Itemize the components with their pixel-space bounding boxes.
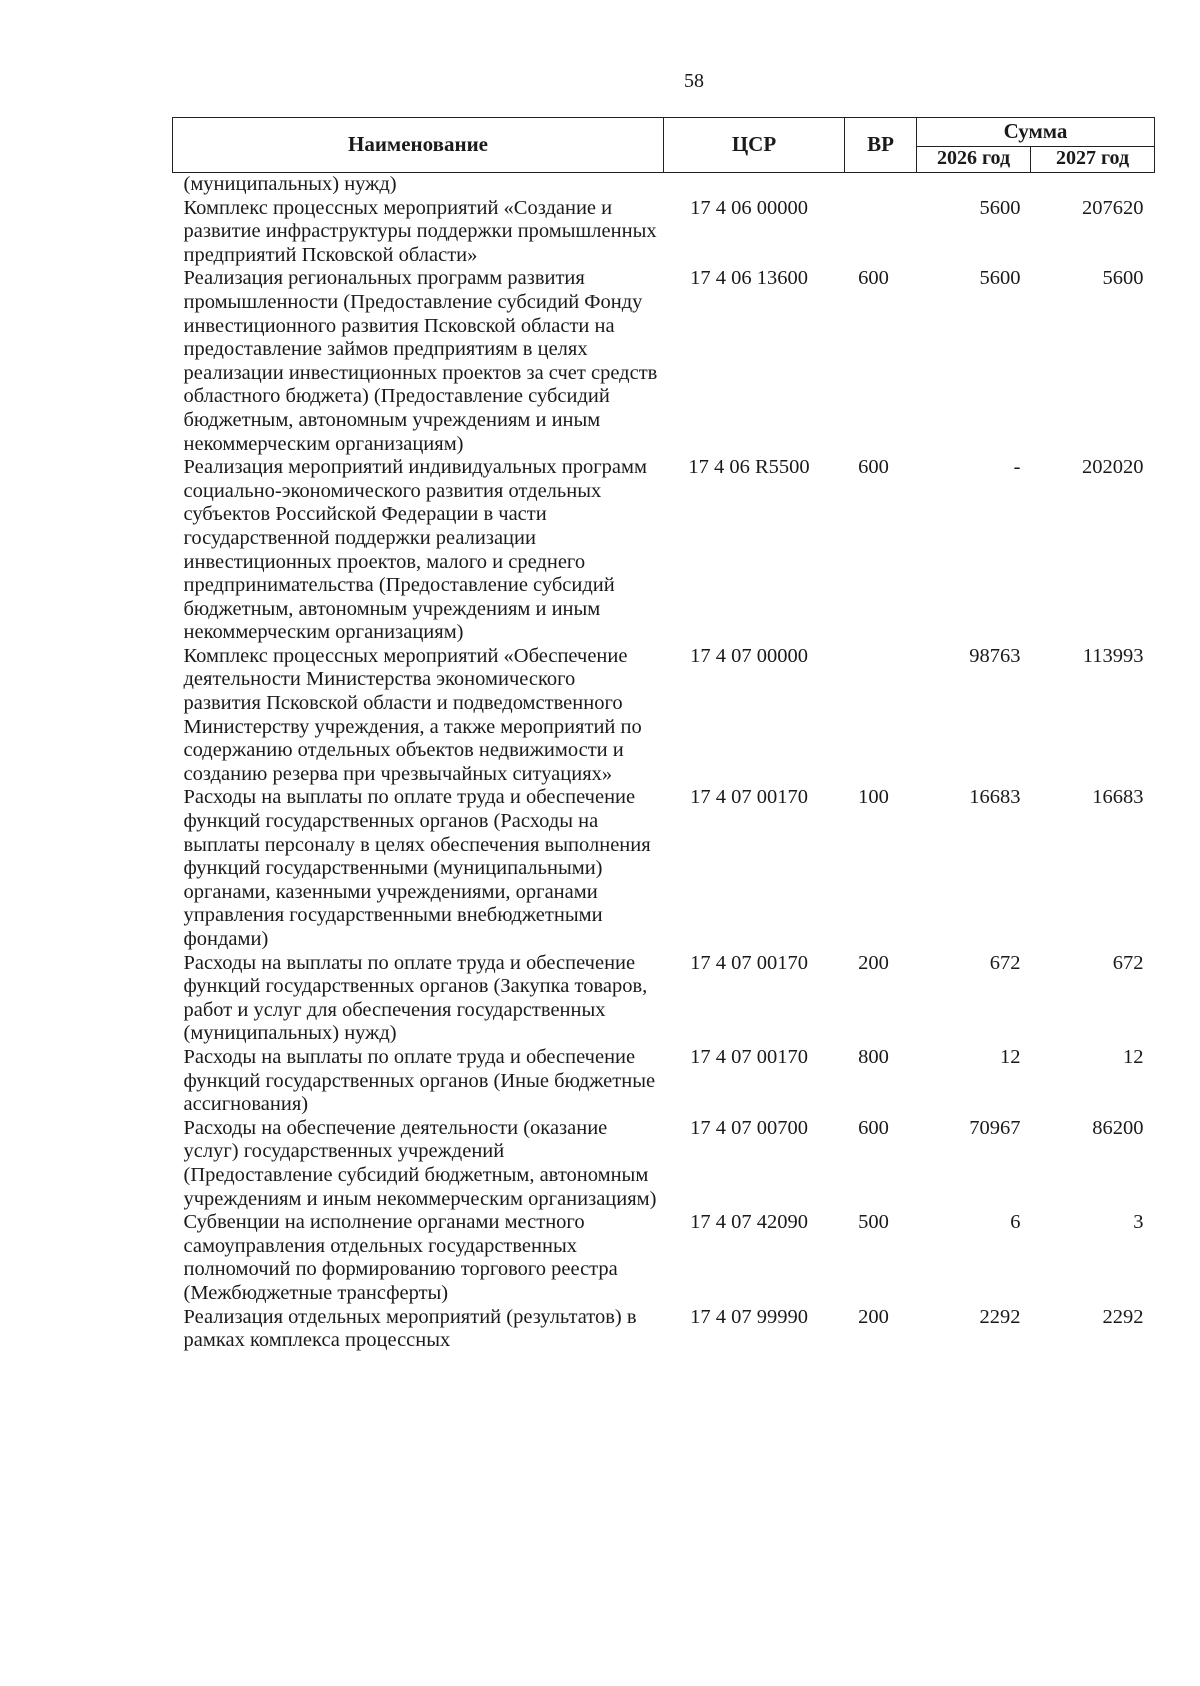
- row-name: Расходы на выплаты по оплате труда и обеспечение функций государственных органов (Расходы на выплаты персоналу в целях обеспечения выполнения функций государственными (муниципальными) органами, казенными учреждениями, органами управления государственными внебюджетными фондами): [183, 786, 651, 950]
- table-row: [173, 197, 1155, 268]
- row-vr: 200: [858, 1305, 889, 1328]
- row-sum-2027: 86200: [1092, 1116, 1144, 1139]
- row-sum-2026: [917, 173, 1031, 197]
- table-row: [173, 173, 1155, 197]
- row-csr: 17 4 07 00700: [690, 1116, 808, 1139]
- row-sum-2027: [1031, 173, 1155, 197]
- row-csr: 17 4 07 00000: [690, 644, 808, 667]
- row-csr: 17 4 07 00170: [690, 1045, 808, 1068]
- row-vr: 600: [858, 267, 889, 290]
- row-name: Расходы на выплаты по оплате труда и обеспечение функций государственных органов (Иные бюджетные ассигнования): [183, 1045, 656, 1116]
- row-sum-2027: 12: [1123, 1045, 1144, 1068]
- row-sum-2026: 12: [1000, 1045, 1021, 1068]
- header-year-2026: 2026 год: [917, 146, 1031, 172]
- table-row: [173, 1211, 1155, 1305]
- row-sum-2027: 2292: [1102, 1305, 1144, 1328]
- header-csr: ЦСР: [664, 118, 845, 173]
- row-vr: 800: [858, 1045, 889, 1068]
- row-vr: [845, 197, 917, 268]
- header-name: Наименование: [173, 118, 664, 173]
- row-csr: 17 4 07 99990: [690, 1305, 808, 1328]
- header-vr: ВР: [845, 118, 917, 173]
- row-name: Реализация региональных программ развития промышленности (Предоставление субсидий Фонду инвестиционного развития Псковской области на предоставление займов предприятиям в целях реализации инвестиционных проектов за счет средств областного бюджета) (Предоставление субсидий бюджетным, автономным учреждениям и иным некоммерческим организациям): [183, 267, 658, 455]
- header-year-2027: 2027 год: [1031, 146, 1155, 172]
- row-name: Комплекс процессных мероприятий «Обеспечение деятельности Министерства экономического развития Псковской области и подведомственного Министерству учреждения, а также мероприятий по содержанию отдельных объектов недвижимости и созданию резерва при чрезвычайных ситуациях»: [183, 644, 642, 785]
- table-row: [173, 267, 1155, 456]
- row-sum-2026: 672: [989, 951, 1021, 974]
- row-csr: 17 4 07 42090: [690, 1211, 808, 1234]
- page-number: 58: [684, 70, 704, 92]
- row-csr: 17 4 06 13600: [690, 267, 808, 290]
- table-header: [173, 118, 1155, 173]
- row-csr: [664, 173, 845, 197]
- row-sum-2027: 5600: [1102, 267, 1144, 290]
- row-name: Субвенции на исполнение органами местного самоуправления отдельных государственных полномочий по формированию торгового реестра (Межбюджетные трансферты): [183, 1211, 618, 1304]
- row-sum-2026: 2292: [979, 1305, 1021, 1328]
- row-sum-2026: 5600: [979, 267, 1021, 290]
- table-row: [173, 952, 1155, 1046]
- row-sum-2026: 16683: [969, 786, 1021, 809]
- table-row: [173, 456, 1155, 645]
- row-sum-2026: -: [1013, 456, 1021, 479]
- row-sum-2026: 6: [1010, 1211, 1021, 1234]
- table-row: [173, 1117, 1155, 1211]
- row-vr: [845, 645, 917, 787]
- row-sum-2027: 207620: [1082, 196, 1144, 219]
- row-name: (муниципальных) нужд): [183, 173, 397, 195]
- row-vr: [845, 173, 917, 197]
- row-sum-2026: 5600: [979, 196, 1021, 219]
- row-csr: 17 4 07 00170: [690, 951, 808, 974]
- budget-table: [172, 117, 1155, 1353]
- header-sum: Сумма: [917, 118, 1155, 147]
- row-vr: 600: [858, 456, 889, 479]
- row-vr: 100: [858, 786, 889, 809]
- row-name: Расходы на выплаты по оплате труда и обеспечение функций государственных органов (Закупка товаров, работ и услуг для обеспечения государственных (муниципальных) нужд): [183, 951, 648, 1045]
- table-body: [173, 173, 1155, 1353]
- row-name: Комплекс процессных мероприятий «Создание и развитие инфраструктуры поддержки промышленных предприятий Псковской области»: [183, 196, 657, 266]
- row-sum-2027: 16683: [1092, 786, 1144, 809]
- row-sum-2027: 202020: [1082, 456, 1144, 479]
- row-sum-2027: 672: [1112, 951, 1144, 974]
- table-row: [173, 1046, 1155, 1117]
- row-sum-2027: 113993: [1082, 644, 1144, 667]
- row-name: Реализация отдельных мероприятий (результатов) в рамках комплекса процессных: [183, 1305, 637, 1352]
- row-sum-2026: 70967: [969, 1116, 1021, 1139]
- row-vr: 600: [858, 1116, 889, 1139]
- row-csr: 17 4 06 R5500: [688, 456, 810, 479]
- table-row: [173, 1306, 1155, 1353]
- row-csr: 17 4 06 00000: [690, 196, 808, 219]
- table-row: [173, 786, 1155, 951]
- table-row: [173, 645, 1155, 787]
- row-name: Расходы на обеспечение деятельности (оказание услуг) государственных учреждений (Предоставление субсидий бюджетным, автономным учреждениям и иным некоммерческим организациям): [183, 1116, 657, 1210]
- row-sum-2026: 98763: [969, 644, 1021, 667]
- row-sum-2027: 3: [1133, 1211, 1144, 1234]
- row-vr: 500: [858, 1211, 889, 1234]
- row-csr: 17 4 07 00170: [690, 786, 808, 809]
- row-vr: 200: [858, 951, 889, 974]
- row-name: Реализация мероприятий индивидуальных программ социально-экономического развития отдельных субъектов Российской Федерации в части государственной поддержки реализации инвестиционных проектов, малого и среднего предпринимательства (Предоставление субсидий бюджетным, автономным учреждениям и иным некоммерческим организациям): [183, 456, 647, 644]
